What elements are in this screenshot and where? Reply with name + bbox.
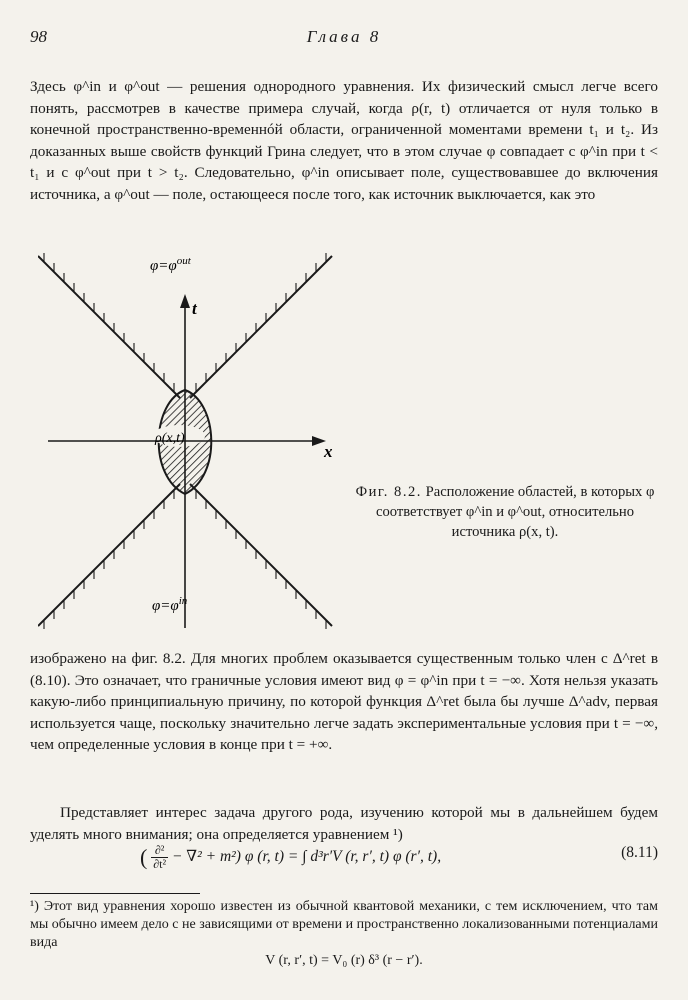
figure-caption [355,482,655,542]
footnote-text: ¹) Этот вид уравнения хорошо известен из обычной квантовой механики, с тем исключением, что там мы обычно имеем дело с не зависящими от времени и пространственно локализованными потенциалами вида [30,899,658,950]
page-number: 98 [30,27,47,46]
equation-body [140,844,441,871]
equation-fraction-denominator: ∂t² [153,857,167,871]
equation-expression: − ∇² + m²) φ (r, t) = ∫ d³r′V (r, r′, t) φ (r′, t), [171,848,442,866]
equation-fraction [151,844,168,871]
region-label-out-base: φ=φ [150,258,177,274]
page-header [30,27,658,51]
region-label-in [152,595,188,614]
paragraph-1: Здесь φ^in и φ^out — решения однородного уравнения. Их физический смысл легче всего понять, рассмотрев в качестве примера случай, когда ρ(r, t) отличается от нуля только в конечной пространственно-временнóй области, ограниченной моментами времени t₁ и t₂. Из доказанных выше свойств функций Грина следует, что в этом случае φ совпадает с φ^in при t < t₁ и с φ^out при t > t₂. Следовательно, φ^in описывает поле, существовавшее до включения источника, а φ^out — поле, остающееся после того, как источник выключается, как это [30,78,658,203]
axis-t-label: t [192,299,197,318]
equation-number: (8.11) [621,844,658,861]
figure-caption-text: Расположение областей, в которых φ соответствует φ^in и φ^out, относительно источника ρ(x, t). [375,484,655,540]
figure-8-2 [38,250,338,640]
paragraph-2: изображено на фиг. 8.2. Для многих проблем оказывается существенным только член с Δ^ret в (8.10). Это означает, что граничные условия имеют вид φ = φ^in при t = −∞. Хотя нельзя указать какую-либо принципиальную причину, по которой функция Δ^ret была бы лучше Δ^adv, первая используется чаще, поскольку значительно легче задать экспериментальные условия при t = −∞, чем определенные условия в конце при t = +∞. [30,650,658,754]
equation-open-paren: ( [140,844,148,870]
equation-fraction-numerator: ∂² [151,844,168,858]
equation-8-11 [30,842,658,880]
region-label-in-base: φ=φ [152,598,179,614]
t-axis-arrow [180,294,190,308]
source-label: ρ(x,t) [155,431,185,446]
footnote-rule [30,893,200,894]
region-label-out [150,255,192,274]
footnote-formula: V (r, r′, t) = V₀ (r) δ³ (r − r′). [265,953,423,968]
region-label-out-sup: out [176,255,191,267]
footnote [30,898,658,970]
axis-x-label: x [324,442,333,461]
running-title: Глава 8 [306,27,382,46]
region-label-in-sup: in [178,595,188,607]
figure-caption-label: Фиг. 8.2. [355,484,422,500]
paragraph-3: Представляет интерес задача другого рода, изучению которой мы в дальнейшем будем уделять много внимания; она определяется уравнением ¹) [30,804,658,843]
